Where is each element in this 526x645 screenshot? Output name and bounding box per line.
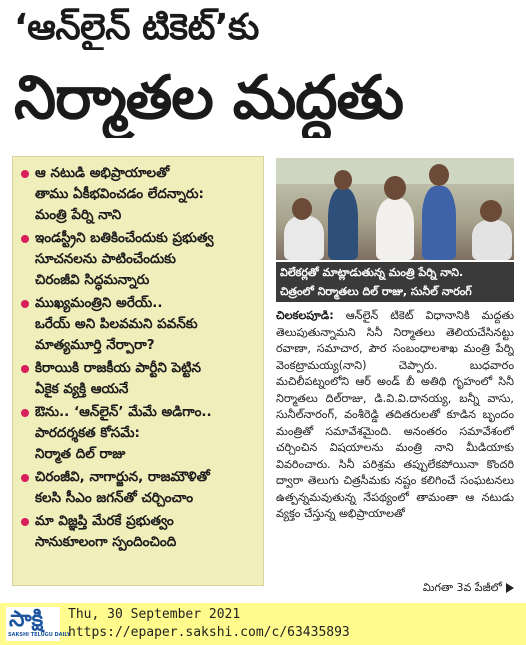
sakshi-logo <box>6 607 71 641</box>
list-item <box>17 511 257 553</box>
bullet-dot-icon <box>21 518 29 526</box>
group-photo <box>276 158 514 260</box>
play-arrow-icon <box>506 583 514 593</box>
highlight-text: ముఖ్యమంత్రిని అరేయ్.. ఒరేయ్ అని పిలవమని పవన్‌కు మాత్యమూర్తి నేర్పారా? <box>35 295 198 353</box>
highlight-text: ఆ నటుడి అభిప్రాయాలతో తాము ఏకీభవించడం లేదన్నారు: మంత్రి పేర్ని నాని <box>35 165 204 223</box>
list-item <box>17 467 257 509</box>
photo-head <box>334 170 352 190</box>
article-text: ఆన్‌లైన్ టికెట్ విధానానికి మద్దతు తెలుపుతున్నామని సినీ నిర్మాతలు తెలియచేసినట్టు రవాణా, సమాచార, పౌర సంబంధాలశాఖ మంత్రి పేర్ని వెంకట్రామయ్య(నాని) చెప్పారు. బుధవారం మచిలీపట్నంలోని ఆర్ అండ్ బీ అతిథి గృహంలో సినీ నిర్మాతలు దిల్‌రాజు, డి.వి.వి.దానయ్య, బన్నీ వాసు, సునీల్‌నారంగ్, వంశీరెడ్డి తదితరులతో కూడిన బృందం మంత్రితో సమావేశమైంది. అనంతరం సమావేశంలో చర్చించిన విషయాలను మంత్రి నాని మీడియాకు వివరించారు. సినీ పరిశ్రమ తప్పులేకపోయినా కొందరి ద్వారా తెలుగు చిత్రసీమకు నష్టం కలిగించే సంఘటనలు ఉత్పన్నమవుతున్న నేపథ్యంలో తామంతా ఆ నటుడు వ్యక్తం చేస్తున్న అభిప్రాయాలతో <box>276 309 514 520</box>
photo-person <box>422 186 456 260</box>
bullet-dot-icon <box>21 474 29 482</box>
continued-on-page[interactable] <box>380 580 514 596</box>
highlights-box <box>12 156 264 586</box>
list-item <box>17 358 257 400</box>
highlight-text: మా విజ్ఞప్తి మేరకే ప్రభుత్వం సానుకూలంగా స్పందించింది <box>35 513 177 550</box>
main-headline: నిర్మాతల మద్దతు <box>14 63 403 133</box>
logo-wordmark: సాక్షి <box>9 607 44 632</box>
photo-head <box>384 176 406 200</box>
photo-head <box>292 198 312 220</box>
highlight-text: ఔను.. ‘ఆన్‌లైన్’ మేమే అడిగాం.. పారదర్శకత కోసమే: నిర్మాత దిల్ రాజు <box>35 404 212 462</box>
epaper-link[interactable]: https://epaper.sakshi.com/c/63435893 <box>68 625 350 640</box>
footer-bar <box>0 603 526 645</box>
bullet-dot-icon <box>21 409 29 417</box>
highlight-text: కిరాయికి రాజకీయ పార్టీని పెట్టిన ఏకైక వ్యక్తి ఆయనే <box>35 360 202 397</box>
kicker-headline: ‘ఆన్‌లైన్ టికెట్’కు <box>14 7 259 48</box>
article-body <box>276 308 514 576</box>
caption-line-1: విలేకర్లతో మాట్లాడుతున్న మంత్రి పేర్ని నాని. <box>280 266 464 279</box>
caption-line-2: చిత్రంలో నిర్మాతలు దిల్ రాజు, సునీల్ నారంగ్ <box>280 285 472 298</box>
list-item <box>17 402 257 465</box>
article-dateline: చిలకలపూడి: <box>276 309 334 322</box>
photo-head <box>480 200 502 222</box>
highlights-list <box>17 163 257 553</box>
photo-head <box>429 164 449 186</box>
bullet-dot-icon <box>21 170 29 178</box>
bullet-dot-icon <box>21 365 29 373</box>
list-item <box>17 163 257 226</box>
bullet-dot-icon <box>21 300 29 308</box>
photo-caption <box>276 262 514 302</box>
photo-person <box>376 198 414 260</box>
photo-person <box>472 220 512 260</box>
list-item <box>17 293 257 356</box>
list-item <box>17 228 257 291</box>
photo-person <box>328 188 358 260</box>
logo-subtitle: SAKSHI TELUGU DAILY <box>8 632 71 638</box>
highlight-text: ఇండస్ట్రీని బతికించేందుకు ప్రభుత్వ సూచనలను పాటించేందుకు చిరంజీవి సిద్ధమన్నారు <box>35 230 214 288</box>
continued-label: మిగతా 3వ పేజీలో <box>422 581 502 594</box>
edition-date: Thu, 30 September 2021 <box>68 607 241 622</box>
photo-person <box>284 216 324 260</box>
bullet-dot-icon <box>21 235 29 243</box>
highlight-text: చిరంజీవి, నాగార్జున, రాజమౌళితో కలసి సీఎం జగన్‌తో చర్చించాం <box>35 469 210 506</box>
